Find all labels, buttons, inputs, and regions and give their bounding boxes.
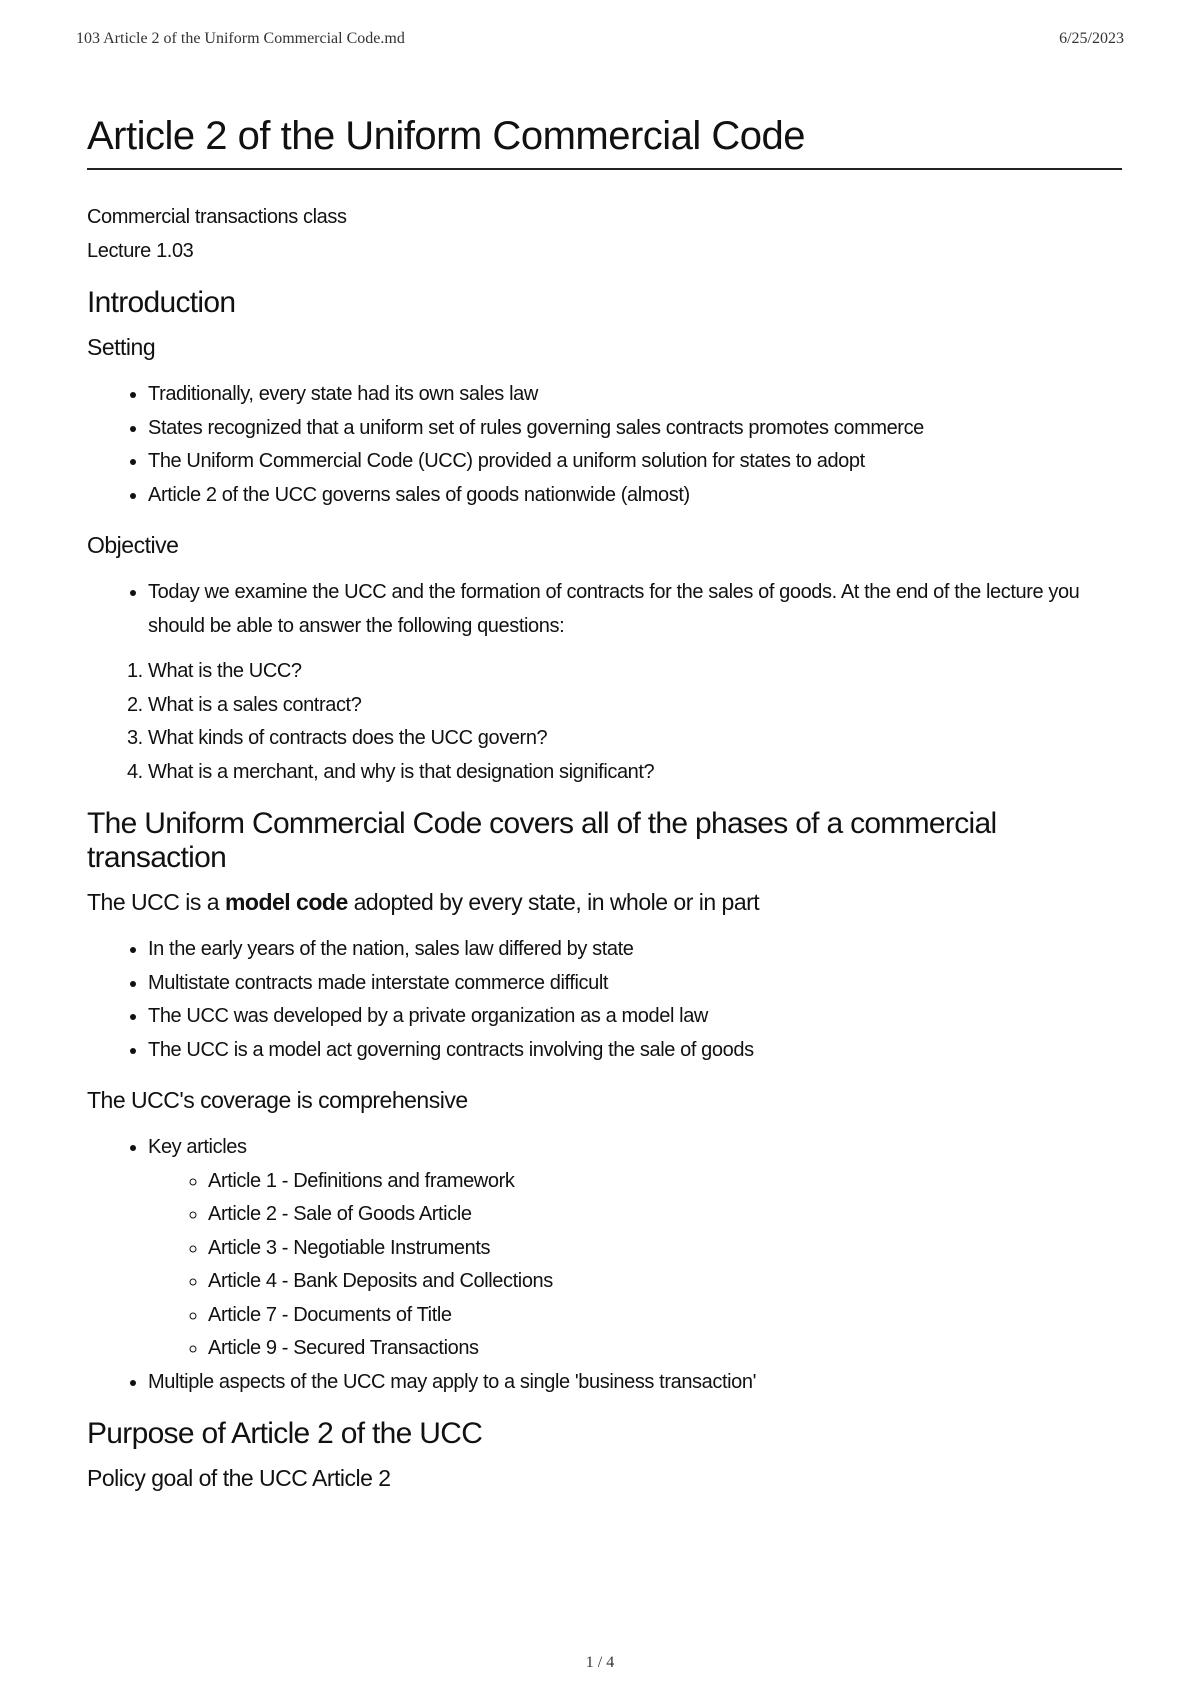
objective-list [87,576,1122,643]
lecture-number: Lecture 1.03 [87,240,194,262]
heading-setting: Setting [87,334,156,360]
coverage-list [87,1131,1122,1399]
heading-model-code [87,887,1122,917]
list-item: 3. What kinds of contracts does the UCC govern? [148,722,1122,756]
list-item: 4. What is a merchant, and why is that designation significant? [148,756,1122,790]
setting-list [87,378,1122,512]
heading-introduction: Introduction [87,286,236,319]
document-body [87,112,1122,1509]
list-item: • The UCC is a model act governing contracts involving the sale of goods [148,1034,1122,1068]
list-item: 1. What is the UCC? [148,655,1122,689]
heading-purpose: Purpose of Article 2 of the UCC [87,1417,483,1450]
heading-objective: Objective [87,532,179,558]
key-articles-list [148,1165,1122,1366]
questions-list [87,655,1122,789]
list-item: • Multistate contracts made interstate commerce difficult [148,967,1122,1001]
heading-policy-goal: Policy goal of the UCC Article 2 [87,1465,391,1491]
page-number: 1 / 4 [585,1654,615,1671]
document-filename: 103 Article 2 of the Uniform Commercial Code.md [76,30,405,47]
list-item: • In the early years of the nation, sales law differed by state [148,933,1122,967]
list-item: • Multiple aspects of the UCC may apply to a single 'business transaction' [148,1366,1122,1400]
list-item: • Traditionally, every state had its own sales law [148,378,1122,412]
list-item [148,1131,1122,1366]
list-item: • Article 2 of the UCC governs sales of goods nationwide (almost) [148,479,1122,513]
page-header [76,30,1124,54]
list-item: • The Uniform Commercial Code (UCC) provided a uniform solution for states to adopt [148,445,1122,479]
list-item: ◦ Article 7 - Documents of Title [208,1299,1122,1333]
list-item: ◦ Article 1 - Definitions and framework [208,1165,1122,1199]
list-item: ◦ Article 9 - Secured Transactions [208,1332,1122,1366]
heading-text: adopted by every state, in whole or in part [347,889,760,915]
document-title: Article 2 of the Uniform Commercial Code [87,112,1122,170]
print-date: 6/25/2023 [1059,30,1124,47]
heading-text: The UCC is a [87,889,225,915]
list-item: ◦ Article 4 - Bank Deposits and Collections [208,1265,1122,1299]
heading-emphasis: model code [224,889,348,915]
list-item: • Today we examine the UCC and the formation of contracts for the sales of goods. At the end of the lecture you should be able to answer the following questions: [148,576,1122,643]
key-articles-label: Key articles [148,1136,247,1158]
course-name: Commercial transactions class [87,206,347,228]
list-item: • The UCC was developed by a private organization as a model law [148,1000,1122,1034]
model-code-list [87,933,1122,1067]
list-item: ◦ Article 3 - Negotiable Instruments [208,1232,1122,1266]
intro-block [87,200,1122,268]
heading-coverage: The UCC's coverage is comprehensive [87,1087,468,1113]
list-item: • States recognized that a uniform set of rules governing sales contracts promotes commerce [148,412,1122,446]
list-item: 2. What is a sales contract? [148,689,1122,723]
heading-ucc-phases: The Uniform Commercial Code covers all of the phases of a commercial transaction [87,807,997,874]
list-item: ◦ Article 2 - Sale of Goods Article [208,1198,1122,1232]
